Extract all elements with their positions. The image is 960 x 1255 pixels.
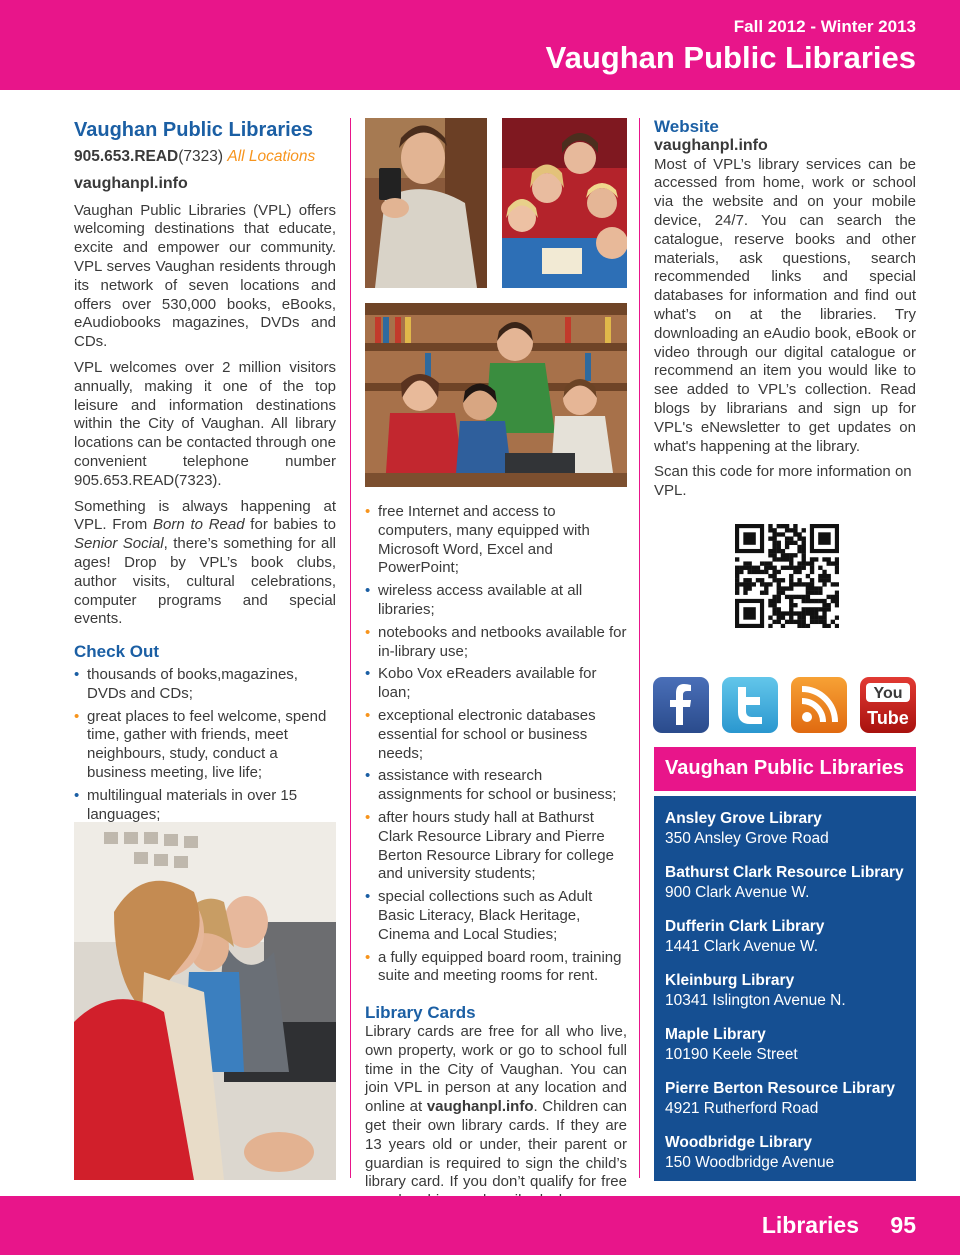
column-2-text xyxy=(365,503,627,1248)
location-entry xyxy=(665,1079,895,1118)
list-item: • notebooks and netbooks available for in-library use; xyxy=(365,624,627,662)
location-entry xyxy=(665,971,846,1010)
facebook-icon[interactable] xyxy=(653,677,709,733)
list-item: • assistance with research assignments for school or business; xyxy=(365,767,627,805)
svg-text:You: You xyxy=(873,685,903,702)
location-address: 4921 Rutherford Road xyxy=(665,1099,819,1117)
children-reading-photo xyxy=(502,118,627,288)
list-item: • exceptional electronic databases essential for school or business needs; xyxy=(365,707,627,763)
location-name: Maple Library xyxy=(665,1026,766,1043)
list-item: • after hours study hall at Bathurst Clark Resource Library and Pierre Berton Resource Library for college and university students; xyxy=(365,809,627,884)
location-entry xyxy=(665,1133,834,1172)
location-address: 350 Ansley Grove Road xyxy=(665,829,829,847)
website-link[interactable]: vaughanpl.info xyxy=(426,1098,534,1116)
locations-box-title: Vaughan Public Libraries xyxy=(665,757,904,779)
website-link[interactable]: vaughanpl.info xyxy=(654,136,768,154)
header-band xyxy=(0,0,960,90)
issue-season: Fall 2012 - Winter 2013 xyxy=(733,17,916,36)
twitter-icon[interactable] xyxy=(722,677,778,733)
list-item: • free Internet and access to computers, many equipped with Microsoft Word, Excel and PowerPoint; xyxy=(365,503,627,578)
list-item: • Kobo Vox eReaders available for loan; xyxy=(365,665,627,703)
location-address: 900 Clark Avenue W. xyxy=(665,883,810,901)
location-address: 10341 Islington Avenue N. xyxy=(665,991,846,1009)
list-item: • wireless access available at all libraries; xyxy=(365,582,627,620)
location-address: 1441 Clark Avenue W. xyxy=(665,937,819,955)
website-link[interactable]: vaughanpl.info xyxy=(74,174,188,192)
list-item: • a fully equipped board room, training suite and meeting rooms for rent. xyxy=(365,949,627,987)
column-divider-2 xyxy=(639,118,640,1178)
website-paragraph: Most of VPL’s library services can be accessed from home, work or school via the website and on your mobile device, 24/7. You can search the catalogue, reserve books and other materials, ask questions, search recommended links and special databases for information and find out what’s on at the libraries. Try downloading an eAudio book, eBook or video through our digital catalogue or recommend an item you would like to see added to VPL’s collection. Read blogs by librarians and sign up for VPL's eNewsletter to get updates on what's happening at the library. xyxy=(654,155,916,455)
phone-bold: 905.653.READ xyxy=(74,148,179,165)
location-entry xyxy=(665,917,824,956)
location-name: Pierre Berton Resource Library xyxy=(665,1080,896,1097)
checkout-heading: Check Out xyxy=(74,642,160,662)
services-list xyxy=(365,503,627,986)
footer-band xyxy=(0,1196,960,1255)
column-divider-1 xyxy=(350,118,351,1178)
location-name: Bathurst Clark Resource Library xyxy=(665,864,904,881)
svg-text:Tube: Tube xyxy=(867,708,909,728)
rss-icon[interactable] xyxy=(791,677,847,733)
intro-paragraph: Vaughan Public Libraries (VPL) offers welcoming destinations that educate, excite and empower our community. VPL serves Vaughan residents through its network of seven locations and offers over 530,000 books, eBooks, eAudiobooks magazines, DVDs and CDs. xyxy=(74,201,336,351)
section-heading: Vaughan Public Libraries xyxy=(74,119,313,141)
visitors-paragraph: VPL welcomes over 2 million visitors annually, making it one of the top leisure and information destinations within the City of Vaughan. All library locations can be contacted through one convenient telephone number 905.653.READ(7323). xyxy=(74,358,336,489)
column-1 xyxy=(74,118,336,828)
list-item: • thousands of books,magazines, DVDs and CDs; xyxy=(74,666,336,704)
location-name: Ansley Grove Library xyxy=(665,810,822,827)
library-cards-paragraph: Library cards are free for all who live, own property, work or go to school full time in the City of Vaughan. You can join VPL in person at any location and online at vaughanpl.info. Children can get their own library cards. If they are 13 years old or under, their parent or guardian is required to sign the child’s library card. If you don’t qualify for free xyxy=(365,1022,627,1191)
location-entry xyxy=(665,809,829,848)
seniors-computer-photo xyxy=(74,822,336,1180)
location-name: Dufferin Clark Library xyxy=(665,918,825,935)
location-address: 150 Woodbridge Avenue xyxy=(665,1153,835,1171)
list-item: • special collections such as Adult Basic Literacy, Black Heritage, Cinema and Local Studies; xyxy=(365,888,627,944)
page-title: Vaughan Public Libraries xyxy=(545,40,916,75)
youtube-icon[interactable] xyxy=(860,677,916,733)
phone-note: All Locations xyxy=(227,148,316,165)
location-entry xyxy=(665,1025,798,1064)
qr-code[interactable] xyxy=(735,524,839,628)
locations-box xyxy=(654,796,916,1181)
list-item: • multilingual materials in over 15 languages; xyxy=(74,787,336,825)
column-3 xyxy=(654,118,916,508)
events-paragraph: Something is always happening at VPL. From Born to Read for babies to Senior Social, there’s something for all ages! Drop by VPL’s book clubs, author visits, cultural celebrations, computer programs and special events. xyxy=(74,497,337,628)
man-with-ereader-photo xyxy=(365,118,487,288)
location-name: Woodbridge Library xyxy=(665,1134,812,1151)
page-number: 95 xyxy=(890,1212,916,1238)
checkout-list xyxy=(74,666,336,824)
phone-number: (7323) xyxy=(178,148,224,165)
library-cards-heading: Library Cards xyxy=(365,1003,476,1023)
locations-box-header xyxy=(654,747,916,791)
location-address: 10190 Keele Street xyxy=(665,1045,798,1063)
website-heading: Website xyxy=(654,117,719,136)
location-entry xyxy=(665,863,904,902)
section-name: Libraries xyxy=(761,1212,859,1238)
scan-code-paragraph: Scan this code for more information on VPL. xyxy=(654,463,912,500)
phone-line xyxy=(74,148,336,167)
teens-at-laptop-photo xyxy=(365,303,627,487)
location-name: Kleinburg Library xyxy=(665,972,795,989)
list-item: • great places to feel welcome, spend time, gather with friends, meet neighbours, study, conduct a business meeting, live life; xyxy=(74,708,336,783)
